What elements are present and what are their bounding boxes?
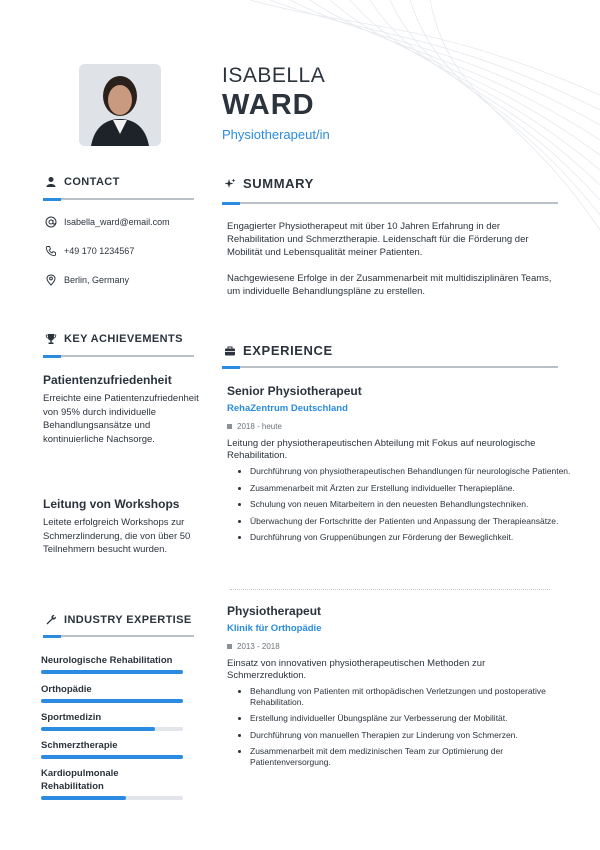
- skill-name: Kardiopulmonale Rehabilitation: [41, 768, 119, 792]
- achievements-rule: [43, 355, 194, 357]
- skill-bar: [41, 670, 183, 674]
- job-bullet: • Zusammenarbeit mit dem medizinischen Team zur Optimierung der Patientenversorgung.: [250, 746, 585, 767]
- job-bullets: [227, 686, 585, 767]
- skill-bar: [41, 796, 183, 800]
- job-dates: [227, 642, 585, 651]
- achievement-item: [43, 373, 203, 446]
- sparkle-icon: [224, 178, 236, 190]
- job-dates-value: 2018 - heute: [237, 422, 282, 431]
- skill-bar-fill: [41, 755, 183, 759]
- skill-item: [41, 767, 151, 800]
- experience-entry: [227, 384, 585, 549]
- contact-heading: [45, 176, 120, 188]
- summary-rule: [222, 202, 558, 204]
- wrench-icon: [45, 614, 57, 626]
- skill-name: Neurologische Rehabilitation: [41, 655, 173, 666]
- job-bullet: • Durchführung von physiotherapeutischen Behandlungen für neurologische Patienten.: [250, 466, 585, 477]
- achievement-text: Erreichte eine Patientenzufriedenheit von 95% durch individuelle Behandlungsansätze und kontinuierliche Nachsorge.: [43, 393, 199, 445]
- skill-bar-fill: [41, 670, 183, 674]
- job-title: Physiotherapeut/in: [222, 127, 330, 142]
- contact-rule: [43, 198, 194, 200]
- achievement-item: [43, 497, 203, 557]
- contact-email[interactable]: [45, 216, 170, 228]
- job-role: Senior Physiotherapeut: [227, 384, 362, 398]
- experience-divider: [230, 589, 550, 590]
- skill-name: Schmerztherapie: [41, 740, 118, 751]
- contact-heading-label: CONTACT: [64, 176, 120, 188]
- skill-item: [41, 683, 183, 703]
- location-value: Berlin, Germany: [64, 275, 130, 285]
- skill-item: [41, 711, 183, 731]
- job-bullet: • Durchführung von manuellen Therapien zur Linderung von Schmerzen.: [250, 730, 585, 741]
- skill-name: Orthopädie: [41, 684, 92, 695]
- profile-photo: [79, 64, 161, 146]
- job-role: Physiotherapeut: [227, 604, 322, 618]
- calendar-icon: [227, 644, 232, 649]
- job-dates-value: 2013 - 2018: [237, 642, 280, 651]
- job-bullet: • Durchführung von Gruppenübungen zur Förderung der Beweglichkeit.: [250, 532, 585, 543]
- job-bullet: • Schulung von neuen Mitarbeitern in den neuesten Behandlungstechniken.: [250, 499, 585, 510]
- contact-location: [45, 274, 129, 286]
- contact-phone[interactable]: [45, 245, 134, 257]
- experience-entry: [227, 604, 585, 773]
- skill-bar: [41, 727, 183, 731]
- location-pin-icon: [45, 274, 57, 286]
- skill-bar-fill: [41, 727, 155, 731]
- job-description: Leitung der physiotherapeutischen Abteilung mit Fokus auf neurologische Rehabilitation.: [227, 438, 536, 461]
- job-dates: [227, 422, 585, 431]
- experience-heading-label: EXPERIENCE: [243, 343, 333, 358]
- achievements-heading-label: KEY ACHIEVEMENTS: [64, 333, 183, 345]
- calendar-icon: [227, 424, 232, 429]
- experience-heading: [224, 343, 333, 358]
- job-description: Einsatz von innovativen physiotherapeutischen Methoden zur Schmerzreduktion.: [227, 658, 486, 681]
- trophy-icon: [45, 333, 57, 345]
- skill-item: [41, 654, 183, 674]
- job-company: RehaZentrum Deutschland: [227, 403, 348, 414]
- achievement-text: Leitete erfolgreich Workshops zur Schmerzlinderung, die von über 50 Teilnehmern besucht wurden.: [43, 517, 191, 555]
- skill-item: [41, 739, 183, 759]
- job-bullet: • Überwachung der Fortschritte der Patienten und Anpassung der Therapieansätze.: [250, 516, 585, 527]
- person-icon: [45, 176, 57, 188]
- job-bullet: • Behandlung von Patienten mit orthopädischen Verletzungen und postoperative Rehabilitation.: [250, 686, 585, 707]
- job-bullets: [227, 466, 585, 543]
- skill-bar: [41, 699, 183, 703]
- skill-name: Sportmedizin: [41, 712, 102, 723]
- last-name: WARD: [222, 89, 315, 121]
- skill-bar: [41, 755, 183, 759]
- at-icon: [45, 216, 57, 228]
- expertise-heading-label: INDUSTRY EXPERTISE: [64, 614, 192, 626]
- email-value: Isabella_ward@email.com: [64, 217, 170, 227]
- summary-heading-label: SUMMARY: [243, 176, 314, 191]
- skill-bar-fill: [41, 796, 126, 800]
- skill-bar-fill: [41, 699, 183, 703]
- expertise-rule: [43, 635, 194, 637]
- expertise-heading: [45, 614, 192, 626]
- achievements-heading: [45, 333, 183, 345]
- first-name: ISABELLA: [222, 64, 326, 87]
- job-company: Klinik für Orthopädie: [227, 623, 322, 634]
- achievement-title: Patientenzufriedenheit: [43, 373, 172, 387]
- achievement-title: Leitung von Workshops: [43, 497, 180, 511]
- experience-rule: [222, 366, 558, 368]
- phone-value: +49 170 1234567: [64, 246, 135, 256]
- job-bullet: • Erstellung individueller Übungspläne zur Verbesserung der Mobilität.: [250, 713, 585, 724]
- summary-heading: [224, 176, 314, 191]
- phone-icon: [45, 245, 57, 257]
- briefcase-icon: [224, 345, 236, 357]
- summary-paragraph: Nachgewiesene Erfolge in der Zusammenarbeit mit multidisziplinären Teams, um individuelle Behandlungspläne zu erstellen.: [227, 273, 552, 297]
- job-bullet: • Zusammenarbeit mit Ärzten zur Erstellung individueller Therapiepläne.: [250, 483, 585, 494]
- summary-paragraph: Engagierter Physiotherapeut mit über 10 Jahren Erfahrung in der Rehabilitation und Schmerztherapie. Leidenschaft für die Förderung der Mobilität und Lebensqualität meiner Patienten.: [227, 221, 529, 258]
